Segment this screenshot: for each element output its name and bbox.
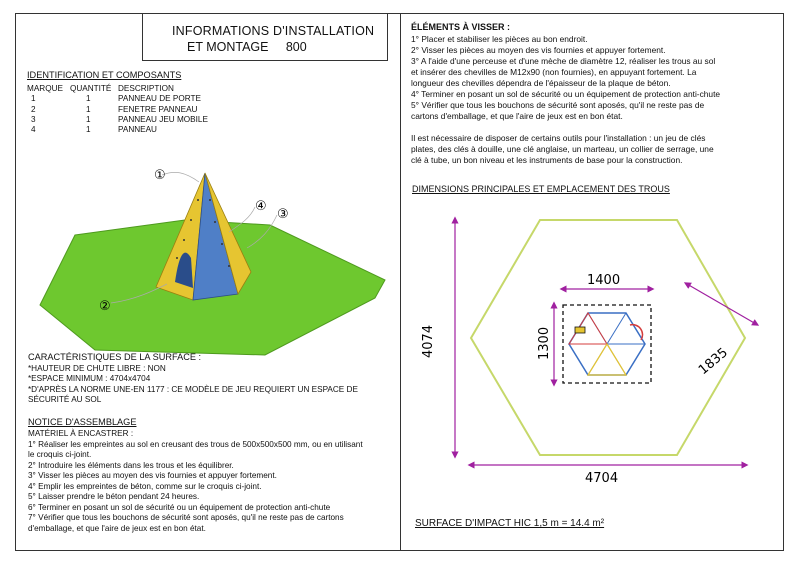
notice-line: 4° Emplir les empreintes de béton, comme sur le croquis ci-joint.: [28, 482, 262, 491]
col-quantite: QUANTITÉ: [70, 84, 112, 93]
notice-line: 5° Laisser prendre le béton pendant 24 heures.: [28, 492, 200, 501]
notice-line: 2° Introduire les éléments dans les trous et les équilibrer.: [28, 461, 234, 470]
visser-line: longueur des chevilles dépendra de l'épaisseur de la plaque de béton.: [411, 78, 671, 88]
col-description: DESCRIPTION: [118, 84, 174, 93]
callout-4: ④: [255, 199, 267, 214]
surface-line: SÉCURITÉ AU SOL: [28, 395, 102, 404]
callout-3: ③: [277, 207, 289, 222]
notice-line: 7° Vérifier que tous les bouchons de sécurité sont aposés, qu'il ne reste pas de cartons: [28, 513, 344, 522]
dimension-drawing: [405, 200, 765, 530]
surface-line: *D'APRÈS LA NORME UNE-EN 1177 : CE MODÈLE DE JEU REQUIERT UN ESPACE DE: [28, 385, 358, 394]
safety-hexagon: [471, 220, 745, 455]
surface-line: *HAUTEUR DE CHUTE LIBRE : NON: [28, 364, 166, 373]
visser-line: 5° Vérifier que tous les bouchons de sécurité sont aposés, qu'il ne reste pas de: [411, 100, 705, 110]
cell-marque: 1: [31, 94, 36, 104]
height-label: 4074: [421, 324, 436, 358]
surface-line: *ESPACE MINIMUM : 4704x4704: [28, 374, 151, 383]
diagonal-dimension-line: [687, 284, 756, 324]
cell-description: PANNEAU DE PORTE: [118, 94, 201, 104]
tipi-plan-view: [569, 313, 645, 375]
title-line-2: ET MONTAGE 800: [187, 40, 307, 54]
visser-line: 1° Placer et stabiliser les pièces au bon endroit.: [411, 34, 588, 44]
width-label: 4704: [585, 471, 619, 486]
notice-line: 1° Réaliser les empreintes au sol en creusant des trous de 500x500x500 mm, ou en utilisant: [28, 440, 363, 449]
cell-marque: 4: [31, 125, 36, 135]
tools-line: clé à tube, un bon niveau et les instruments de base pour la construction.: [411, 155, 683, 165]
surface-impact-label: SURFACE D'IMPACT HIC 1,5 m = 14.4 m²: [415, 518, 605, 529]
callout-1: ①: [154, 168, 166, 183]
cell-description: PANNEAU JEU MOBILE: [118, 114, 208, 124]
cell-marque: 2: [31, 104, 36, 114]
notice-line: d'emballage, et que l'aire de jeux est en bon état.: [28, 524, 206, 533]
title-line-1: INFORMATIONS D'INSTALLATION: [172, 24, 375, 38]
surface-heading: CARACTÉRISTIQUES DE LA SURFACE :: [28, 352, 202, 362]
notice-line: le croquis ci-joint.: [28, 450, 92, 459]
visser-heading: ÉLÉMENTS À VISSER :: [411, 22, 511, 32]
inner-width-label: 1400: [587, 273, 621, 288]
notice-heading: NOTICE D'ASSEMBLAGE: [28, 417, 137, 427]
identification-heading: IDENTIFICATION ET COMPOSANTS: [27, 70, 182, 80]
cell-quantite: 1: [86, 94, 91, 104]
tools-line: plates, des clés à douille, une clé anglaise, un marteau, un collier de serrage, une: [411, 144, 714, 154]
cell-marque: 3: [31, 114, 36, 124]
tipi-illustration: [15, 140, 415, 360]
cell-description: FENETRE PANNEAU: [118, 104, 198, 114]
visser-line: 2° Visser les pièces au moyen des vis fournies et appuyer fortement.: [411, 45, 666, 55]
cell-description: PANNEAU: [118, 125, 157, 135]
visser-line: 3° A l'aide d'une perceuse et d'une mèche de diamètre 12, réaliser les trous au sol: [411, 56, 716, 66]
notice-subheading: MATÉRIEL À ENCASTRER :: [28, 429, 134, 438]
col-marque: MARQUE: [27, 84, 63, 93]
callout-2: ②: [99, 299, 111, 314]
diagonal-label: 1835: [695, 345, 731, 379]
notice-line: 3° Visser les pièces au moyen des vis fournies et appuyer fortement.: [28, 471, 277, 480]
cell-quantite: 1: [86, 104, 91, 114]
visser-line: et insérer des chevilles de M12x90 (non fournies), en appuyant fortement. La: [411, 67, 697, 77]
tools-line: Il est nécessaire de disposer de certains outils pour l'installation : un jeu de clés: [411, 133, 706, 143]
notice-line: 6° Terminer en posant un sol de sécurité ou un équipement de protection anti-chute: [28, 503, 331, 512]
inner-height-label: 1300: [537, 326, 552, 360]
cell-quantite: 1: [86, 114, 91, 124]
visser-line: 4° Terminer en posant un sol de sécurité ou un équipement de protection anti-chute: [411, 89, 721, 99]
cell-quantite: 1: [86, 125, 91, 135]
visser-line: cartons d'emballage, et que l'aire de jeux est en bon état.: [411, 111, 623, 121]
dimensions-heading: DIMENSIONS PRINCIPALES ET EMPLACEMENT DES TROUS: [412, 184, 670, 194]
